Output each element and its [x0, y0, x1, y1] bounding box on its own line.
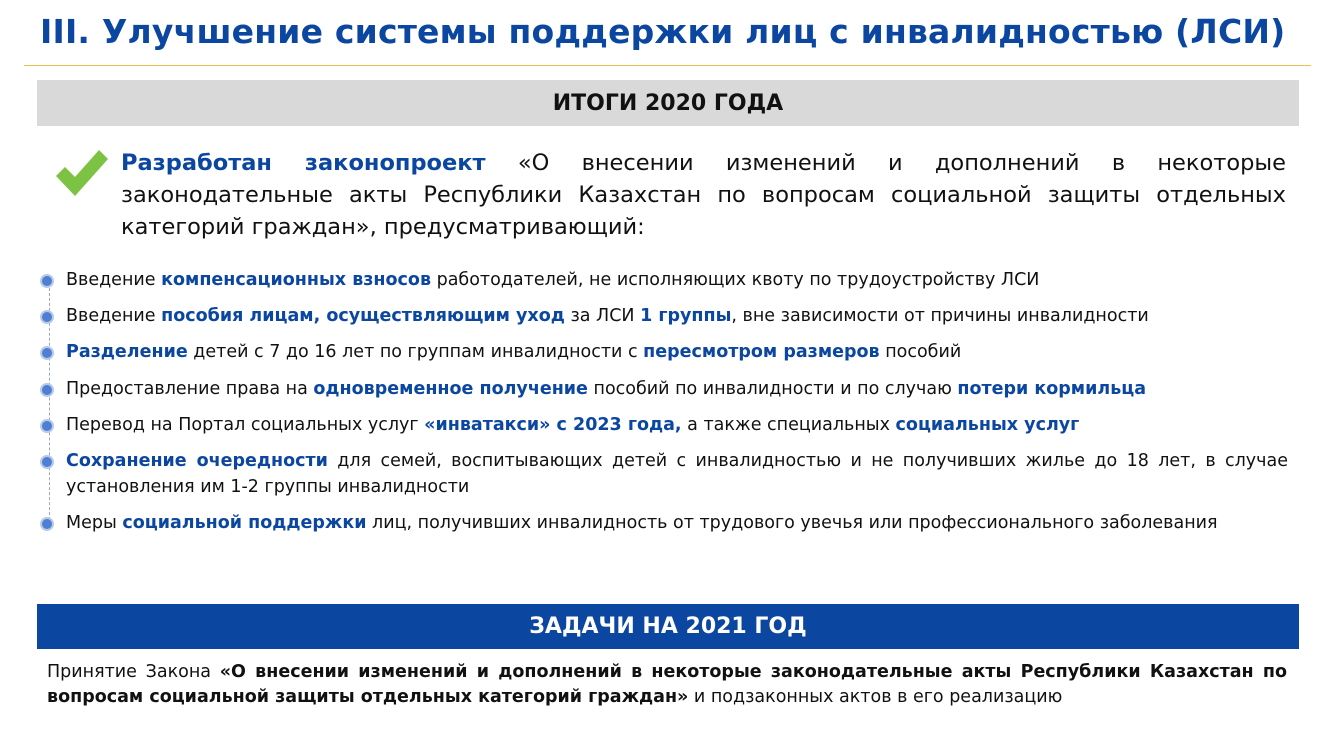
list-item	[66, 510, 1288, 536]
timeline-dot-icon	[40, 517, 54, 531]
timeline-dot-icon	[40, 274, 54, 288]
list-item-text: Перевод на Портал социальных услуг	[66, 415, 425, 435]
list-item-highlight: социальных услуг	[895, 415, 1080, 435]
list-item-highlight: пособия лицам, осуществляющим уход	[161, 306, 565, 326]
timeline-dot-icon	[40, 455, 54, 469]
list-item-text: Введение	[66, 306, 162, 326]
intro-paragraph	[121, 147, 1286, 243]
list-item-text: детей с 7 до 16 лет по группам инвалидности с	[187, 342, 644, 362]
list-item-text: пособий	[879, 342, 962, 362]
task-pre: Принятие Закона	[47, 662, 220, 682]
results-header: ИТОГИ 2020 ГОДА	[37, 80, 1299, 126]
list-item-text: для семей, воспитывающих детей с инвалидностью и не получивших жилье до 18 лет, в случае установления им 1-2 группы инвалидности	[66, 451, 1288, 497]
list-item-text: , вне зависимости от причины инвалидности	[731, 306, 1149, 326]
task-bold: «О внесении изменений и дополнений в некоторые законодательные акты Республики Казахстан по вопросам социальной защиты отдельных категорий граждан»	[47, 662, 1287, 707]
timeline-dot-icon	[40, 346, 54, 360]
list-item	[66, 412, 1288, 438]
list-item-highlight: компенсационных взносов	[161, 270, 432, 290]
list-item-highlight: одновременное получение	[313, 379, 588, 399]
list-item-text: Введение	[66, 270, 162, 290]
tasks-header: ЗАДАЧИ НА 2021 ГОД	[37, 604, 1299, 649]
timeline-dot-icon	[40, 310, 54, 324]
list-item	[66, 339, 1288, 365]
page-title: III. Улучшение системы поддержки лиц с инвалидностью (ЛСИ)	[40, 12, 1286, 51]
timeline-dot-icon	[40, 383, 54, 397]
intro-bold: Разработан законопроект	[121, 150, 486, 176]
list-item	[66, 267, 1288, 293]
list-item-highlight: Разделение	[66, 342, 188, 362]
intro-rest: «О внесении изменений и дополнений в некоторые законодательные акты Республики Казахстан по вопросам социальной защиты отдельных категорий граждан», предусматривающий:	[121, 150, 1287, 240]
list-item-highlight: пересмотром размеров	[643, 342, 880, 362]
list-item	[66, 376, 1288, 402]
list-item	[66, 303, 1288, 329]
title-divider	[24, 65, 1311, 66]
list-item-text: пособий по инвалидности и по случаю	[587, 379, 958, 399]
list-item-text: работодателей, не исполняющих квоту по трудоустройству ЛСИ	[431, 270, 1040, 290]
list-item-highlight: социальной поддержки	[122, 513, 367, 533]
list-item-highlight: 1 группы	[640, 306, 732, 326]
list-item-highlight: Сохранение очередности	[66, 451, 328, 471]
list-item-text: Предоставление права на	[66, 379, 314, 399]
timeline-dot-icon	[40, 419, 54, 433]
task-post: и подзаконных актов в его реализацию	[688, 687, 1063, 707]
list-item-text: а также специальных	[681, 415, 896, 435]
checkmark-icon	[56, 150, 108, 196]
list-item-highlight: потери кормильца	[957, 379, 1147, 399]
list-item-text: Меры	[66, 513, 123, 533]
list-item-text: лиц, получивших инвалидность от трудового увечья или профессионального заболевания	[366, 513, 1218, 533]
list-item-highlight: «инватакси» с 2023 года,	[424, 415, 682, 435]
task-paragraph	[47, 660, 1287, 710]
list-item-text: за ЛСИ	[564, 306, 641, 326]
list-item	[66, 448, 1288, 500]
